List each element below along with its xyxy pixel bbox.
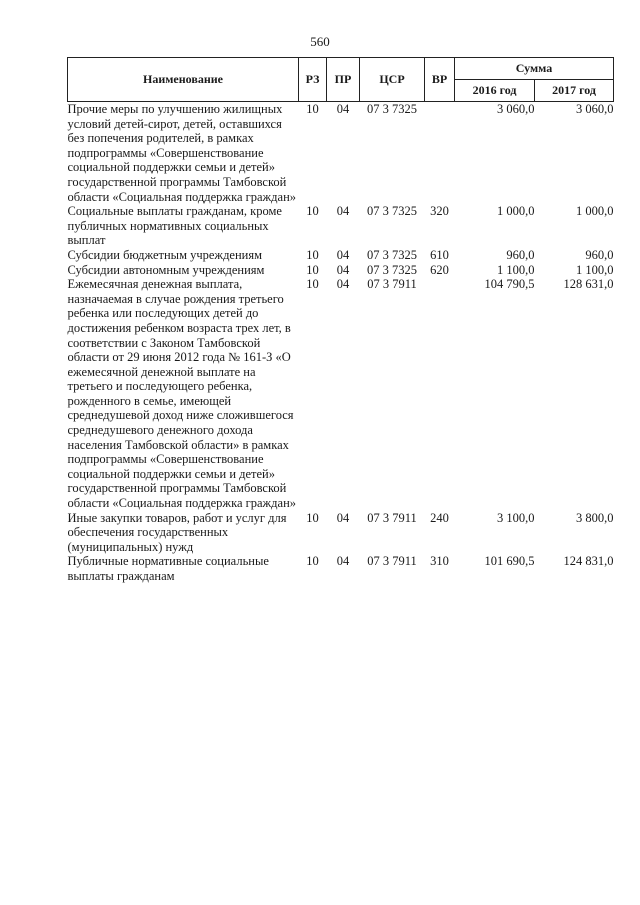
- table-row: [68, 511, 614, 555]
- header-2017: 2017 год: [535, 80, 614, 102]
- row-sum-2016: 1 100,0: [497, 262, 535, 277]
- row-pr: 04: [336, 277, 350, 292]
- row-vr: [425, 277, 455, 511]
- header-csr: ЦСР: [360, 58, 425, 102]
- header-pr: ПР: [327, 58, 360, 102]
- row-rz: 10: [306, 262, 319, 277]
- row-pr: 04: [336, 262, 350, 277]
- row-sum-2016: 1 000,0: [497, 204, 535, 219]
- budget-table: [67, 57, 614, 584]
- row-sum-2017: 1 100,0: [576, 262, 614, 277]
- table-row: [68, 248, 614, 263]
- table-row: [68, 102, 614, 205]
- row-sum-2017: 3 800,0: [576, 510, 614, 525]
- row-sum-2017: 3 060,0: [576, 102, 614, 116]
- row-pr: 04: [336, 102, 350, 116]
- row-sum-2016: 104 790,5: [484, 277, 535, 292]
- row-csr: 07 3 7911: [367, 277, 417, 292]
- row-pr: 04: [336, 510, 350, 525]
- row-sum-2017: 1 000,0: [576, 204, 614, 219]
- row-name: Прочие меры по улучшению жилищных условий детей-сирот, детей, оставшихся без попечения родителей, в рамках подпрограммы «Совершенствование социальной поддержки семьи и детей» государственной программы Тамбовской области «Социальная поддержка граждан»: [67, 102, 297, 204]
- header-vr: ВР: [425, 58, 455, 102]
- row-sum-2016: 101 690,5: [484, 554, 535, 569]
- row-name: Ежемесячная денежная выплата, назначаемая в случае рождения третьего ребенка или последующих детей до достижения ребенком возраста трех лет, в соответствии с Законом Тамбовской области от 29 июня 2012 года № 161-З «О ежемесячной денежной выплате на третьего и последующего ребенка, рожденного в семье, имеющей среднедушевой доход ниже сложившегося среднедушевого денежного дохода населения Тамбовской области» в рамках подпрограммы «Совершенствование социальной поддержки семьи и детей» государственной программы Тамбовской области «Социальная поддержка граждан»: [67, 277, 297, 511]
- header-name: Наименование: [68, 58, 299, 102]
- row-sum-2017: 128 631,0: [563, 277, 614, 292]
- table-row: [68, 263, 614, 278]
- row-sum-2016: 960,0: [506, 247, 535, 262]
- row-pr: 04: [336, 204, 350, 219]
- table-row: [68, 277, 614, 511]
- page-number: 560: [310, 34, 330, 49]
- row-rz: 10: [306, 102, 319, 116]
- row-sum-2016: 3 100,0: [497, 510, 535, 525]
- row-name: Социальные выплаты гражданам, кроме публичных нормативных социальных выплат: [67, 204, 282, 248]
- row-rz: 10: [306, 277, 319, 292]
- row-rz: 10: [306, 204, 319, 219]
- row-name: Публичные нормативные социальные выплаты гражданам: [67, 554, 269, 583]
- row-sum-2017: 124 831,0: [563, 554, 614, 569]
- row-csr: 07 3 7911: [367, 510, 417, 525]
- header-2016: 2016 год: [455, 80, 535, 102]
- row-vr: 310: [430, 554, 449, 569]
- row-rz: 10: [306, 247, 319, 262]
- row-vr: 240: [430, 510, 449, 525]
- row-pr: 04: [336, 554, 350, 569]
- row-sum-2016: 3 060,0: [497, 102, 535, 116]
- header-sum: Сумма: [455, 58, 614, 80]
- row-csr: 07 3 7325: [367, 204, 417, 219]
- row-csr: 07 3 7325: [367, 262, 417, 277]
- row-vr: 610: [430, 247, 449, 262]
- row-vr: 320: [430, 204, 449, 219]
- header-rz: РЗ: [299, 58, 327, 102]
- table-row: [68, 204, 614, 248]
- row-csr: 07 3 7325: [367, 247, 417, 262]
- row-pr: 04: [336, 247, 350, 262]
- table-row: [68, 554, 614, 583]
- row-vr: 620: [430, 262, 449, 277]
- row-rz: 10: [306, 554, 319, 569]
- row-vr: [425, 102, 455, 205]
- row-csr: 07 3 7911: [367, 554, 417, 569]
- row-sum-2017: 960,0: [585, 247, 614, 262]
- table-body: [68, 102, 614, 584]
- row-name: Иные закупки товаров, работ и услуг для обеспечения государственных (муниципальных) нужд: [67, 510, 287, 554]
- row-name: Субсидии автономным учреждениям: [67, 262, 265, 277]
- row-csr: 07 3 7325: [367, 102, 417, 116]
- row-rz: 10: [306, 510, 319, 525]
- row-name: Субсидии бюджетным учреждениям: [67, 247, 263, 262]
- table-header: [68, 58, 614, 102]
